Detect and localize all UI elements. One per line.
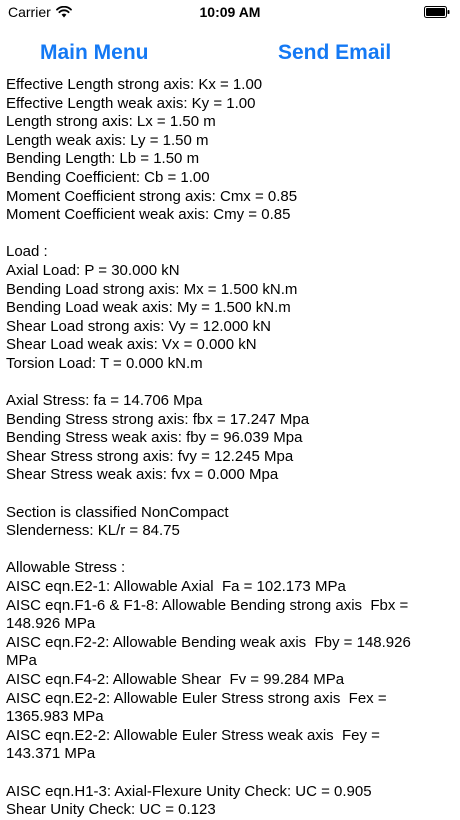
report-line: Moment Coefficient weak axis: Cmy = 0.85 [6, 206, 291, 224]
report-line: Allowable Stress : [6, 559, 126, 577]
report-line: Shear Load strong axis: Vy = 12.000 kN [6, 317, 272, 335]
report-line: Bending Load strong axis: Mx = 1.500 kN.m [6, 280, 298, 298]
main-menu-button[interactable]: Main Menu [40, 38, 149, 68]
report-line: AISC eqn.F4-2: Allowable Shear Fv = 99.284 MPa [6, 671, 345, 688]
report-line: AISC eqn.E2-2: Allowable Euler Stress weak axis Fey = [6, 726, 380, 744]
report-line [6, 541, 454, 560]
report-line: Shear Stress weak axis: fvx = 0.000 Mpa [6, 466, 279, 484]
report-line: Axial Load: P = 30.000 kN [6, 261, 180, 279]
report-line: Moment Coefficient strong axis: Cmx = 0.85 [6, 187, 298, 205]
report-line: Shear Stress strong axis: fvy = 12.245 Mpa [6, 447, 294, 465]
report-line: Bending Length: Lb = 1.50 m [6, 150, 200, 168]
report-line: Shear Unity Check: UC = 0.123 [6, 801, 216, 819]
report-line [6, 764, 454, 783]
report-line: Load : [6, 243, 48, 261]
report-line [6, 225, 454, 244]
report-line: Bending Stress strong axis: fbx = 17.247 Mpa [6, 410, 310, 428]
report-line: AISC eqn.F2-2: Allowable Bending weak axis Fby = 148.926 [6, 633, 411, 651]
report-line: Slenderness: KL/r = 84.75 [6, 522, 180, 540]
report-line: Length strong axis: Lx = 1.50 m [6, 113, 216, 131]
report-line: Torsion Load: T = 0.000 kN.m [6, 354, 203, 372]
report-line [6, 374, 454, 393]
carrier-label: Carrier [8, 4, 51, 20]
navigation-bar [0, 38, 460, 70]
battery-icon [424, 6, 450, 18]
report-line: MPa [6, 652, 37, 670]
report-line: Effective Length weak axis: Ky = 1.00 [6, 94, 256, 112]
report-line: AISC eqn.H1-3: Axial-Flexure Unity Check: UC = 0.905 [6, 782, 372, 800]
report-line: 143.371 MPa [6, 745, 96, 763]
report-line: Bending Coefficient: Cb = 1.00 [6, 168, 210, 186]
report-line: Length weak axis: Ly = 1.50 m [6, 131, 209, 149]
report-line: Bending Stress weak axis: fby = 96.039 Mpa [6, 429, 303, 447]
report-line: Effective Length strong axis: Kx = 1.00 [6, 76, 263, 93]
report-line [6, 485, 454, 504]
report-line: Bending Load weak axis: My = 1.500 kN.m [6, 299, 291, 317]
report-line: AISC eqn.F1-6 & F1-8: Allowable Bending strong axis Fbx = [6, 596, 409, 614]
report-line: Section is classified NonCompact [6, 503, 229, 521]
calculation-report [6, 76, 454, 820]
report-line: 148.926 MPa [6, 615, 96, 633]
report-line: Axial Stress: fa = 14.706 Mpa [6, 392, 203, 410]
send-email-button[interactable]: Send Email [278, 38, 391, 68]
report-line: AISC eqn.E2-1: Allowable Axial Fa = 102.173 MPa [6, 578, 346, 596]
report-line: 1365.983 MPa [6, 708, 104, 726]
report-line: Shear Load weak axis: Vx = 0.000 kN [6, 336, 257, 354]
status-time: 10:09 AM [199, 4, 261, 20]
status-bar [0, 0, 460, 26]
report-line: AISC eqn.E2-2: Allowable Euler Stress strong axis Fex = [6, 689, 387, 707]
